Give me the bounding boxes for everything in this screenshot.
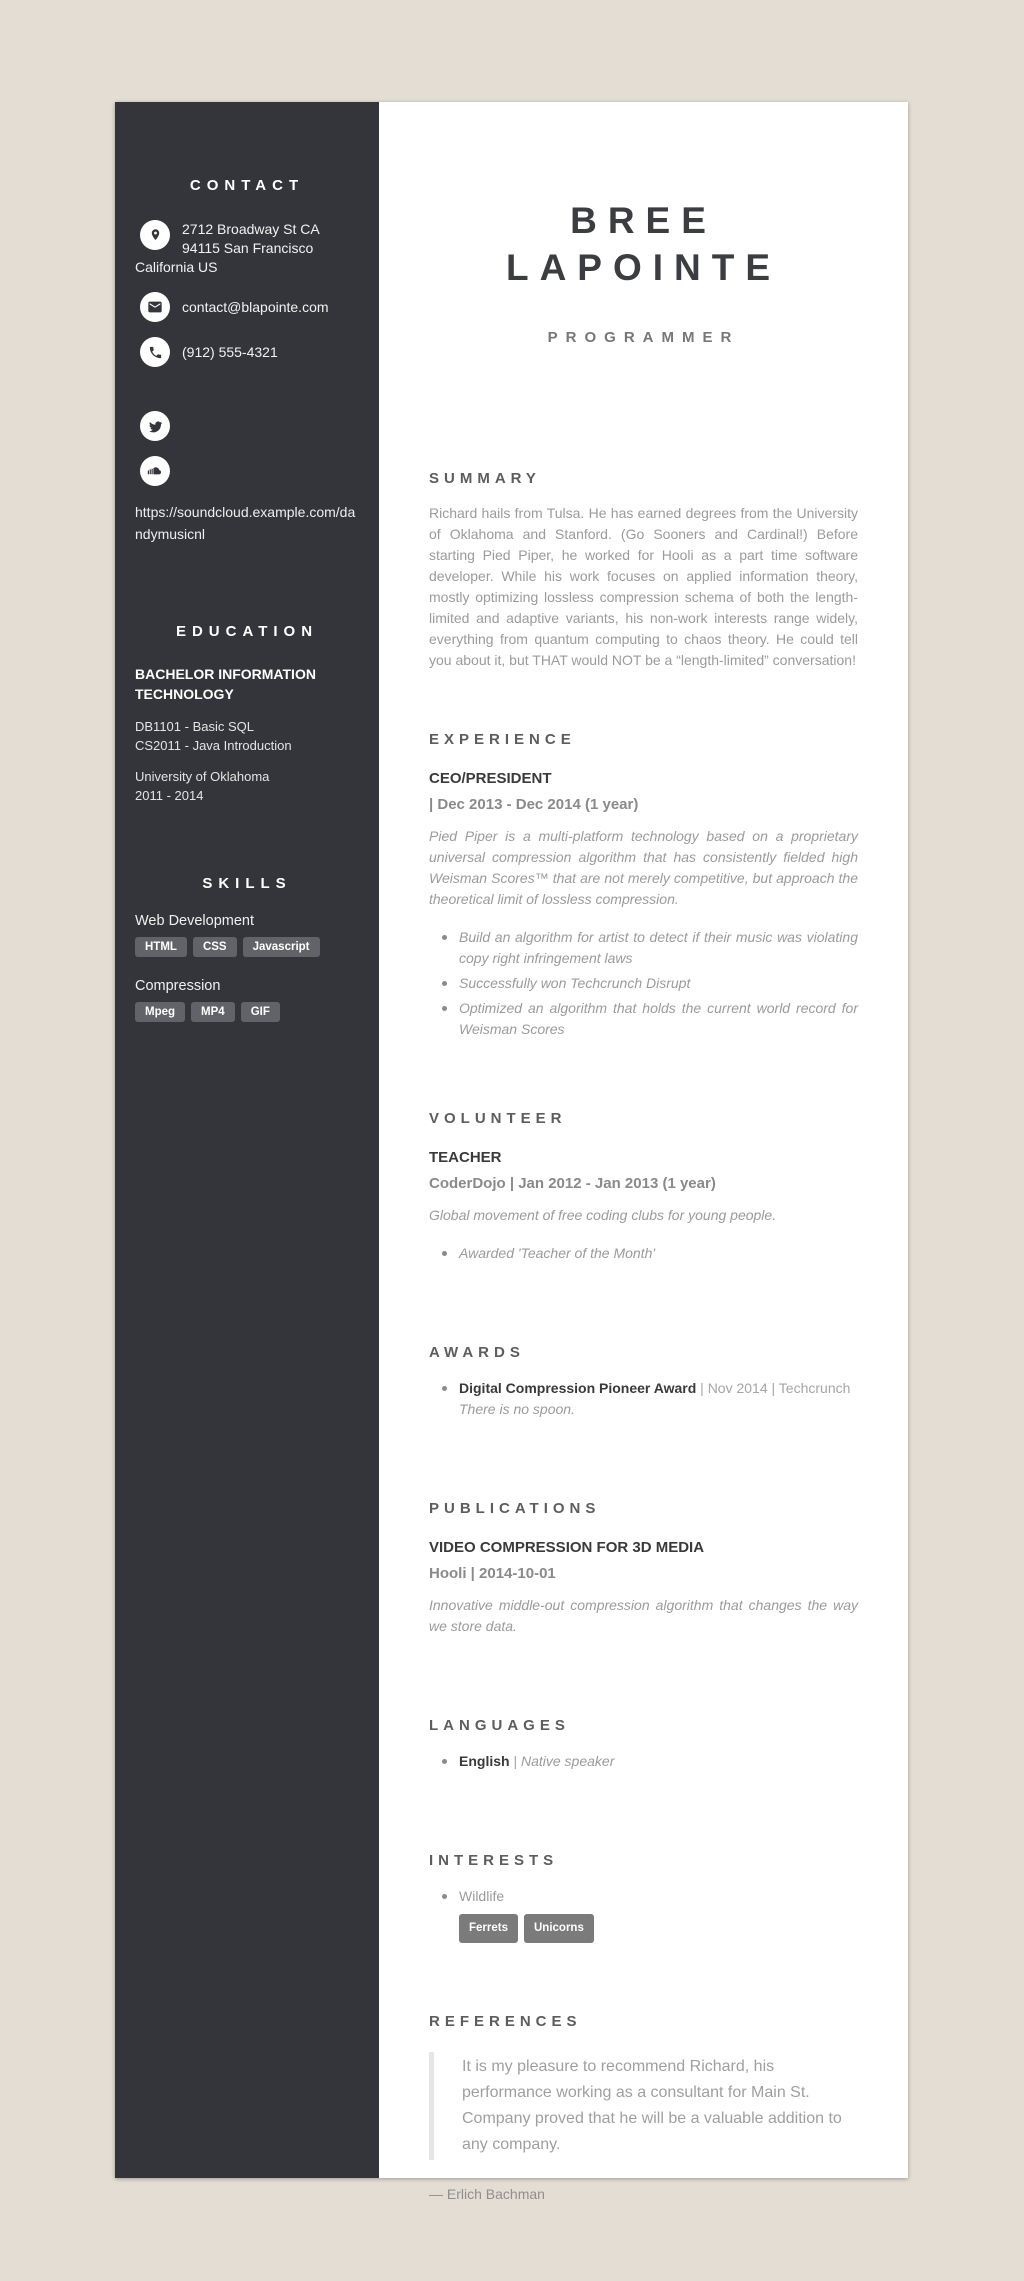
experience-bullet: Build an algorithm for artist to detect if their music was violating copy right infringement laws	[459, 927, 858, 969]
person-name-line1: BREE	[570, 200, 717, 241]
experience-bullet: Successfully won Techcrunch Disrupt	[459, 973, 858, 994]
experience-bullet: Optimized an algorithm that holds the current world record for Weisman Scores	[459, 998, 858, 1040]
references-section	[429, 2013, 858, 2202]
skill-tag: MP4	[191, 1002, 235, 1022]
envelope-icon	[140, 292, 170, 322]
volunteer-date: CoderDojo | Jan 2012 - Jan 2013 (1 year)	[429, 1175, 716, 1192]
person-role: PROGRAMMER	[547, 329, 740, 346]
summary-text: Richard hails from Tulsa. He has earned degrees from the University of Oklahoma and Stanford. (Go Sooners and Cardinal!) Before starting Pied Piper, he worked for Hooli as a part time software developer. While his work focuses on applied information theory, mostly optimizing lossless compression schema of both the length-limited and adaptive variants, his non-work interests range widely, everything from quantum computing to chaos theory. He could tell you about it, but THAT would NOT be a “length-limited” conversation!	[429, 505, 858, 668]
experience-bullet-list	[429, 927, 858, 1040]
interests-title: INTERESTS	[429, 1852, 559, 1869]
language-item	[459, 1751, 858, 1772]
award-meta: | Nov 2014 | Techcrunch	[700, 1380, 851, 1396]
awards-list	[429, 1378, 858, 1420]
education-school-block	[135, 767, 359, 805]
volunteer-bullet: Awarded 'Teacher of the Month'	[459, 1243, 858, 1264]
resume-card	[115, 102, 908, 2202]
experience-job-title: CEO/PRESIDENT	[429, 770, 552, 787]
interest-tag: Unicorns	[524, 1914, 594, 1943]
address-line-2: 94115 San Francisco	[182, 240, 314, 256]
publication-name: VIDEO COMPRESSION FOR 3D MEDIA	[429, 1539, 705, 1556]
person-name-line2: LAPOINTE	[505, 247, 782, 288]
award-note: There is no spoon.	[459, 1401, 575, 1417]
location-pin-icon	[140, 220, 170, 250]
phone-icon	[140, 337, 170, 367]
award-item	[459, 1378, 858, 1420]
skill-group-name: Compression	[135, 978, 221, 994]
education-course: DB1101 - Basic SQL	[135, 719, 254, 734]
contact-phone-item	[135, 337, 359, 367]
twitter-icon[interactable]	[140, 411, 170, 441]
volunteer-description: Global movement of free coding clubs for young people.	[429, 1207, 777, 1223]
interest-tags	[459, 1914, 858, 1943]
address-line-3: California US	[135, 259, 218, 275]
languages-title: LANGUAGES	[429, 1717, 570, 1734]
main-content	[379, 102, 908, 2202]
language-separator: |	[513, 1753, 518, 1769]
languages-list	[429, 1751, 858, 1772]
volunteer-section	[429, 1110, 858, 1264]
contact-address-item	[135, 220, 359, 277]
experience-description: Pied Piper is a multi-platform technology based on a proprietary universal compression algorithm that has consistently fielded high Weisman Scores™ that are not merely competitive, but approach the theoretical limit of lossless compression.	[429, 828, 858, 907]
education-school: University of Oklahoma	[135, 769, 270, 784]
education-degree: BACHELOR INFORMATION TECHNOLOGY	[135, 666, 316, 702]
interests-list	[429, 1886, 858, 1943]
contact-section-title: CONTACT	[189, 177, 305, 194]
interests-section	[429, 1852, 858, 1943]
languages-section	[429, 1717, 858, 1772]
skill-tags	[135, 1002, 359, 1022]
soundcloud-link[interactable]: https://soundcloud.example.com/dandymusicnl	[135, 504, 356, 542]
person-name	[429, 197, 858, 291]
interest-name: Wildlife	[459, 1888, 505, 1904]
skill-tag: Mpeg	[135, 1002, 185, 1022]
education-years: 2011 - 2014	[135, 788, 204, 803]
references-title: REFERENCES	[429, 2013, 582, 2030]
skill-tag: Javascript	[243, 937, 320, 957]
awards-title: AWARDS	[429, 1344, 525, 1361]
interest-tag: Ferrets	[459, 1914, 518, 1943]
publications-section	[429, 1500, 858, 1637]
award-name: Digital Compression Pioneer Award	[459, 1380, 697, 1396]
soundcloud-icon[interactable]	[140, 456, 170, 486]
skill-group	[135, 913, 359, 957]
skill-tag: GIF	[241, 1002, 280, 1022]
summary-section	[429, 470, 858, 671]
address-line-1: 2712 Broadway St CA	[182, 221, 320, 237]
skill-group	[135, 978, 359, 1022]
contact-email: contact@blapointe.com	[182, 299, 329, 315]
volunteer-job-title: TEACHER	[429, 1149, 502, 1166]
interest-item	[459, 1886, 858, 1943]
education-section-title: EDUCATION	[175, 623, 319, 640]
awards-section	[429, 1344, 858, 1420]
reference-quote: It is my pleasure to recommend Richard, his performance working as a consultant for Main St. Company proved that he will be a valuable addition to any company.	[429, 2052, 858, 2160]
skills-section-title: SKILLS	[202, 875, 292, 892]
contact-list	[135, 220, 359, 367]
volunteer-bullet-list	[429, 1243, 858, 1264]
summary-title: SUMMARY	[429, 470, 541, 487]
reference-attribution: — Erlich Bachman	[429, 2186, 545, 2202]
experience-date: | Dec 2013 - Dec 2014 (1 year)	[429, 796, 639, 813]
contact-email-item	[135, 292, 359, 322]
education-courses	[135, 717, 359, 755]
language-level: Native speaker	[520, 1753, 615, 1769]
skill-tags	[135, 937, 359, 957]
education-course: CS2011 - Java Introduction	[135, 738, 292, 753]
language-name: English	[459, 1753, 510, 1769]
experience-section	[429, 731, 858, 1040]
publication-meta: Hooli | 2014-10-01	[429, 1565, 556, 1582]
sidebar	[115, 102, 379, 2178]
skill-tag: HTML	[135, 937, 187, 957]
contact-phone: (912) 555-4321	[182, 344, 278, 360]
skill-group-name: Web Development	[135, 913, 255, 929]
social-icons	[135, 411, 359, 486]
skill-tag: CSS	[193, 937, 237, 957]
experience-title: EXPERIENCE	[429, 731, 576, 748]
volunteer-title: VOLUNTEER	[429, 1110, 567, 1127]
publication-description: Innovative middle-out compression algorithm that changes the way we store data.	[429, 1597, 858, 1634]
publications-title: PUBLICATIONS	[429, 1500, 601, 1517]
